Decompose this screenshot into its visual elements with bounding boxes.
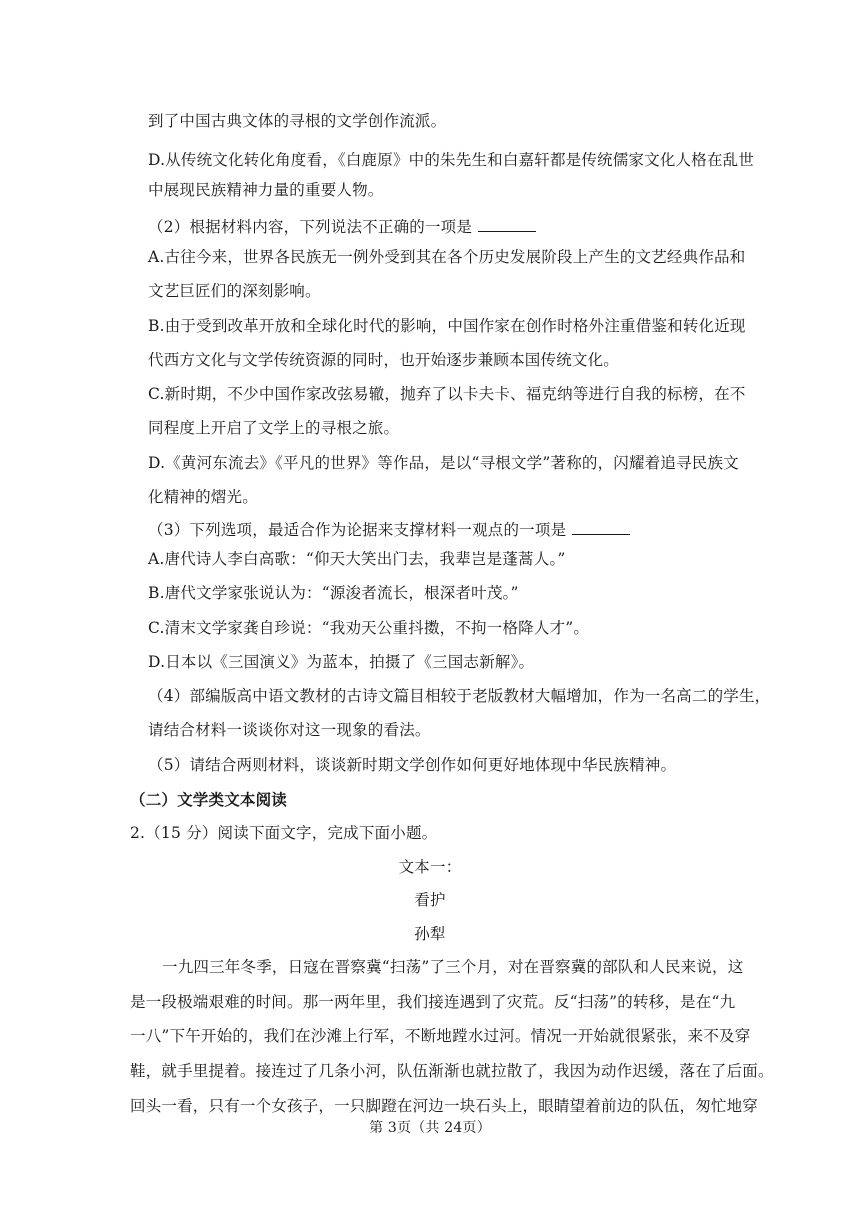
question-4-line: （4）部编版高中语文教材的古诗文篇目相较于老版教材大幅增加，作为一名高二的学生， [148,687,771,705]
question-3-line [148,519,630,540]
question-2-line [148,216,536,237]
option-d-line: D.日本以《三国演义》为蓝本，拍摄了《三国志新解》。 [148,653,535,671]
text-line: 同程度上开启了文学上的寻根之旅。 [148,419,400,437]
option-c-line: C.新时期，不少中国作家改弦易辙，抛弃了以卡夫卡、福克纳等进行自我的标榜，在不 [148,385,746,403]
text-line: 代西方文化与文学传统资源的同时，也开始逐步兼顾本国传统文化。 [148,351,620,369]
paragraph-line: 回头一看，只有一个女孩子，一只脚蹬在河边一块石头上，眼睛望着前边的队伍，匆忙地穿 [130,1097,759,1115]
section-heading: （二）文学类文本阅读 [130,790,288,809]
text-one-label: 文本一： [398,858,462,876]
text-line: 文艺巨匠们的深刻影响。 [148,282,321,300]
question-2-text: （2）根据材料内容，下列说法不正确的一项是 [148,218,473,236]
question-5-line: （5）请结合两则材料，谈谈新时期文学创作如何更好地体现中华民族精神。 [148,756,677,774]
text-line: 中展现民族精神力量的重要人物。 [148,181,384,199]
page-footer: 第 3页（共 24页） [369,1120,491,1136]
article-author: 孙犁 [414,925,446,943]
option-d-line: D.从传统文化转化角度看，《白鹿原》中的朱先生和白嘉轩都是传统儒家文化人格在乱世 [148,151,755,169]
article-title: 看护 [414,891,446,909]
option-a-line: A.唐代诗人李白高歌：“仰天大笑出门去，我辈岂是蓬蒿人。” [148,550,566,568]
question-2-intro: 2.（15 分）阅读下面文字，完成下面小题。 [130,824,438,842]
paragraph-line: 鞋，就手里提着。接连过了几条小河，队伍渐渐也就拉散了，我因为动作迟缓，落在了后面。 [130,1062,774,1080]
option-b-line: B.唐代文学家张说认为：“源浚者流长，根深者叶茂。” [148,584,519,602]
paragraph-line: 一九四三年冬季，日寇在晋察冀“扫荡”了三个月，对在晋察冀的部队和人民来说，这 [162,958,744,976]
text-line: 请结合材料一谈谈你对这一现象的看法。 [148,721,431,739]
answer-blank [572,519,630,535]
text-line: 化精神的熠光。 [148,488,258,506]
paragraph-line: 一八”下午开始的，我们在沙滩上行军，不断地蹚水过河。情况一开始就很紧张，来不及穿 [130,1027,751,1045]
text-line: 到了中国古典文体的寻根的文学创作流派。 [148,112,447,130]
question-3-text: （3）下列选项，最适合作为论据来支撑材料一观点的一项是 [148,521,567,539]
answer-blank [478,216,536,232]
option-b-line: B.由于受到改革开放和全球化时代的影响，中国作家在创作时格外注重借鉴和转化近现 [148,317,746,335]
option-a-line: A.古往今来，世界各民族无一例外受到其在各个历史发展阶段上产生的文艺经典作品和 [148,248,746,266]
option-d-line: D.《黄河东流去》《平凡的世界》等作品，是以“寻根文学”著称的，闪耀着追寻民族文 [148,454,739,472]
paragraph-line: 是一段极端艰难的时间。那一两年里，我们接连遇到了灾荒。反“扫荡”的转移，是在“九 [130,993,736,1011]
option-c-line: C.清末文学家龚自珍说：“我劝天公重抖擞，不拘一格降人才”。 [148,619,590,637]
